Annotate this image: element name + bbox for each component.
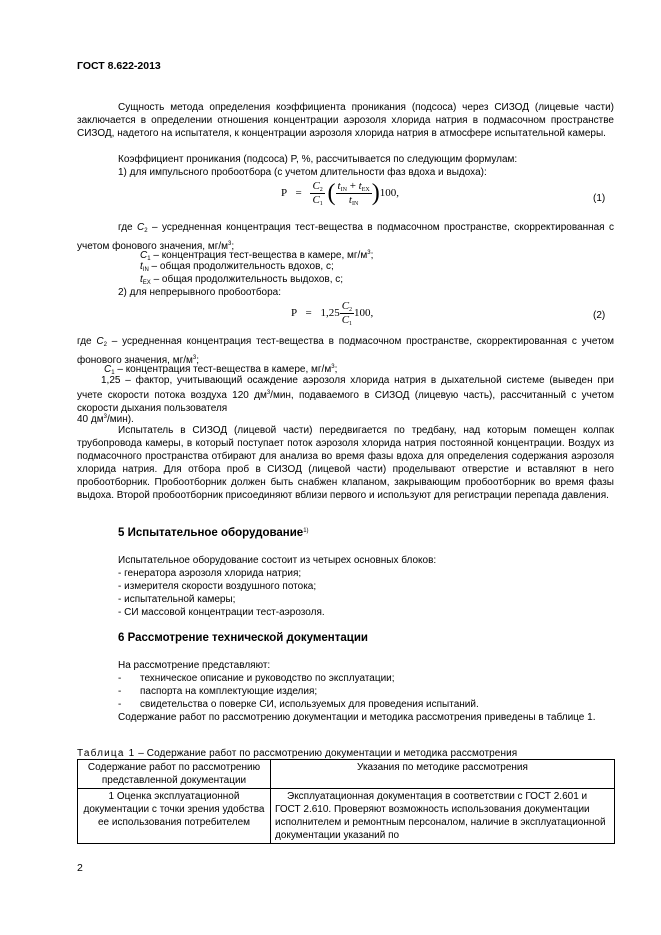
table-row <box>78 789 615 844</box>
table-header-row <box>78 760 615 789</box>
equipment-item: - генератора аэрозоля хлорида натрия; <box>118 568 302 579</box>
duration-ratio: $\frac{t_{IN} + t_{EX}}{t_{IN}}$ <box>337 180 370 207</box>
factor-definition-end: 40 $дм^3/мин$). <box>77 414 134 425</box>
where-tex-definition: $t_{EX}$ – общая продолжительность выдохов, с; <box>140 274 344 286</box>
where-tin-definition: $t_{IN}$ – общая продолжительность вдохов, с; <box>140 261 334 273</box>
page-number: 2 <box>77 862 83 874</box>
section-6-heading: 6 Рассмотрение технической документации <box>118 632 368 644</box>
table-header-cell: Указания по методике рассмотрения <box>271 760 615 789</box>
standard-header: ГОСТ 8.622-2013 <box>77 60 161 72</box>
documentation-item: техническое описание и руководство по эксплуатации; <box>140 673 395 684</box>
test-procedure-paragraph: Испытатель в СИЗОД (лицевой части) передвигается по тредбану, над которым помещен колпак трубопровода камеры, в который поступает поток аэрозоля хлорида натрия постоянной концентрации. Воздух из подмасочного пространства отбирают для анализа во время фазы вдоха для определения содержания аэрозоля хлорида натрия. Для отбора проб в СИЗОД (лицевой части) проделывают отверстие и вставляют в него пробоотборник. Пробоотборник должен быть снабжен клапаном, закрывающим пробоотборник во время фазы выдоха. Второй пробоотборник присоединяют вблизи первого и используют для регистрации перепада давления. <box>77 425 614 501</box>
table-1-caption: Таблица 1 – Содержание работ по рассмотрению документации и методика рассмотрения <box>77 748 518 759</box>
concentration-ratio-2: $\frac{C_2}{C_1}$ <box>341 300 353 327</box>
table-reference: Содержание работ по рассмотрению документации и методика рассмотрения приведены в таблице 1. <box>118 712 596 723</box>
formula-2-number: (2) <box>593 310 606 321</box>
formula-2: P = 1,25 $\frac{C_2}{C_1}$ 100, <box>291 300 374 327</box>
list-bullet: - <box>118 673 122 684</box>
list-bullet: - <box>118 699 122 710</box>
where-c1-definition: $C_1$ – концентрация тест-вещества в камере, $мг/м^3$; <box>140 250 374 262</box>
equipment-item: - испытательной камеры; <box>118 594 236 605</box>
factor-definition: 1,25 – фактор, учитывающий осаждение аэрозоля хлорида натрия в дыхательной системе (выведен при учете скорости потока воздуха 120 $дм^3$/мин, подаваемого в СИЗОД (лицевую часть), рассчитанный с учетом скорости дыхания пользователя <box>77 375 614 414</box>
formula-1-number: (1) <box>593 193 606 204</box>
impulse-sampling-item: 1) для импульсного пробоотбора (с учетом длительности фаз вдоха и выдоха): <box>118 167 487 178</box>
table-1 <box>77 759 615 844</box>
continuous-sampling-item: 2) для непрерывного пробоотбора: <box>118 287 282 298</box>
table-cell: Эксплуатационная документация в соответствии с ГОСТ 2.601 и ГОСТ 2.610. Проверяют возможность использования документации исполнителем и ремонтным персоналом, наличие в эксплуатационной документации указаний по <box>271 789 615 844</box>
where2-c2-definition: где $C_2$ – усредненная концентрация тест-вещества в подмасочном пространстве, скорректированная с учетом фонового значения, $мг/м^3$; <box>77 336 615 366</box>
documentation-item: свидетельства о поверке СИ, используемых для проведения испытаний. <box>140 699 479 710</box>
section-5-heading: 5 Испытательное оборудование$^{1)}$ <box>118 527 309 539</box>
where-c2-definition: где $C_2$ – усредненная концентрация тест-вещества в подмасочном пространстве, скорректированная с учетом фонового значения, $мг/м^3$; <box>77 222 614 252</box>
formula-1: P = $\frac{C_2}{C_1}$ ( $\frac{t_{IN} + t_{EX}}{t_{IN}}$ )100, <box>281 180 399 207</box>
list-bullet: - <box>118 686 122 697</box>
equipment-item: - СИ массовой концентрации тест-аэрозоля. <box>118 607 325 618</box>
equipment-item: - измерителя скорости воздушного потока; <box>118 581 317 592</box>
table-cell: 1 Оценка эксплуатационной документации с точки зрения удобства ее использования потребителем <box>78 789 271 844</box>
intro-paragraph: Сущность метода определения коэффициента проникания (подсоса) через СИЗОД (лицевые части) заключается в определении отношения концентрации аэрозоля хлорида натрия в подмасочном пространстве СИЗОД, надетого на испытателя, к концентрации аэрозоля хлорида натрия в атмосфере испытательной камеры. <box>77 102 614 139</box>
documentation-lead: На рассмотрение представляют: <box>118 660 271 671</box>
where2-c1-definition: $C_1$ – концентрация тест-вещества в камере, $мг/м^3$; <box>104 364 338 376</box>
equipment-lead: Испытательное оборудование состоит из четырех основных блоков: <box>118 555 437 566</box>
table-header-cell: Содержание работ по рассмотрению представленной документации <box>78 760 271 789</box>
concentration-ratio: $\frac{C_2}{C_1}$ <box>312 180 323 207</box>
coefficient-statement: Коэффициент проникания (подсоса) P, %, рассчитывается по следующим формулам: <box>118 154 518 165</box>
documentation-item: паспорта на комплектующие изделия; <box>140 686 318 697</box>
